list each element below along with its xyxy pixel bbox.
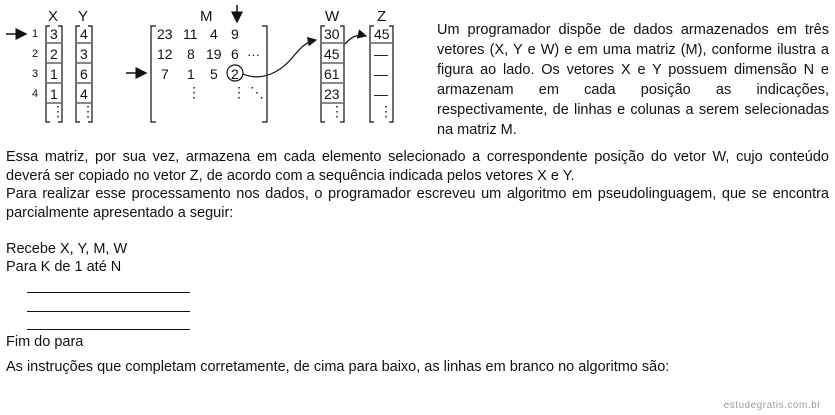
m-bracket-left xyxy=(151,26,156,122)
y-value: 6 xyxy=(80,66,88,82)
m-cell: 11 xyxy=(183,26,198,42)
row-index: 3 xyxy=(32,68,39,80)
row-index: 4 xyxy=(32,88,39,100)
w-value: 61 xyxy=(324,66,340,82)
blank-line-2 xyxy=(27,311,190,312)
w-vector-label: W xyxy=(325,8,340,25)
m-cell: 19 xyxy=(206,46,222,62)
blank-line-3 xyxy=(27,329,190,330)
w-value: 45 xyxy=(324,46,340,62)
m-cell: 6 xyxy=(231,46,239,62)
z-vdots: ⋮ xyxy=(379,103,393,119)
m-diag-dots: ⋱ xyxy=(250,84,264,100)
x-value: 1 xyxy=(50,66,58,82)
paragraph-matrix-description: Essa matriz, por sua vez, armazena em cada elemento selecionado a correspondente posição do vetor W, cujo conteúdo deverá ser copiado no vetor Z, de acordo com a sequência indicada pelos vetores X e Y. xyxy=(6,149,829,184)
z-vector-label: Z xyxy=(377,8,387,25)
algorithm-line-for: Para K de 1 até N xyxy=(6,259,122,275)
y-value: 4 xyxy=(80,26,88,42)
m-cell: 12 xyxy=(157,46,173,62)
m-cell: 23 xyxy=(157,26,173,42)
blank-line-1 xyxy=(27,292,190,293)
w-to-z-arrow-icon xyxy=(345,35,366,44)
m-cell: 8 xyxy=(187,46,195,62)
question-text: As instruções que completam corretamente, de cima para baixo, as linhas em branco no algoritmo são: xyxy=(6,359,670,375)
m-cell: 7 xyxy=(161,66,169,82)
y-value: 3 xyxy=(80,46,88,62)
x-vector-label: X xyxy=(48,8,59,25)
x-value: 1 xyxy=(50,86,58,102)
w-vdots: ⋮ xyxy=(330,103,344,119)
m-cell: 5 xyxy=(210,66,218,82)
z-value: — xyxy=(374,86,388,102)
m-cell-selected: 2 xyxy=(231,66,239,82)
intro-paragraph: Um programador dispõe de dados armazenados em três vetores (X, Y e W) e em uma matriz (M), conforme ilustra a figura ao lado. Os vetores X e Y possuem dimensão N e armazenam em cada posição as indicações, respectivamente, de linhas e colunas a serem selecionadas na matriz M. xyxy=(437,22,829,138)
row-index: 1 xyxy=(32,28,39,40)
m-vdots: ⋮ xyxy=(232,84,246,100)
y-vdots: ⋮ xyxy=(81,103,95,119)
z-value: 45 xyxy=(374,26,390,42)
z-value: — xyxy=(374,66,388,82)
w-value: 23 xyxy=(324,86,340,102)
algorithm-line-end: Fim do para xyxy=(6,334,84,350)
m-row-ellipsis: ··· xyxy=(247,47,260,62)
watermark: estudegratis.com.br xyxy=(723,400,821,411)
x-value: 2 xyxy=(50,46,58,62)
m-cell: 1 xyxy=(187,66,195,82)
algorithm-line-receive: Recebe X, Y, M, W xyxy=(6,241,128,257)
m-bracket-right xyxy=(262,26,267,122)
m-cell: 9 xyxy=(231,26,239,42)
paragraph-algorithm-intro: Para realizar esse processamento nos dados, o programador escreveu um algoritmo em pseudolinguagem, que se encontra parcialmente apresentado a seguir: xyxy=(6,186,829,221)
row-index: 2 xyxy=(32,48,39,60)
x-value: 3 xyxy=(50,26,58,42)
z-value: — xyxy=(374,46,388,62)
matrix-vector-figure xyxy=(0,0,430,140)
y-value: 4 xyxy=(80,86,88,102)
y-vector-label: Y xyxy=(78,8,89,25)
x-vdots: ⋮ xyxy=(51,103,65,119)
m-cell: 4 xyxy=(210,26,218,42)
m-matrix-label: M xyxy=(200,8,213,25)
w-value: 30 xyxy=(324,26,340,42)
m-vdots: ⋮ xyxy=(187,84,201,100)
